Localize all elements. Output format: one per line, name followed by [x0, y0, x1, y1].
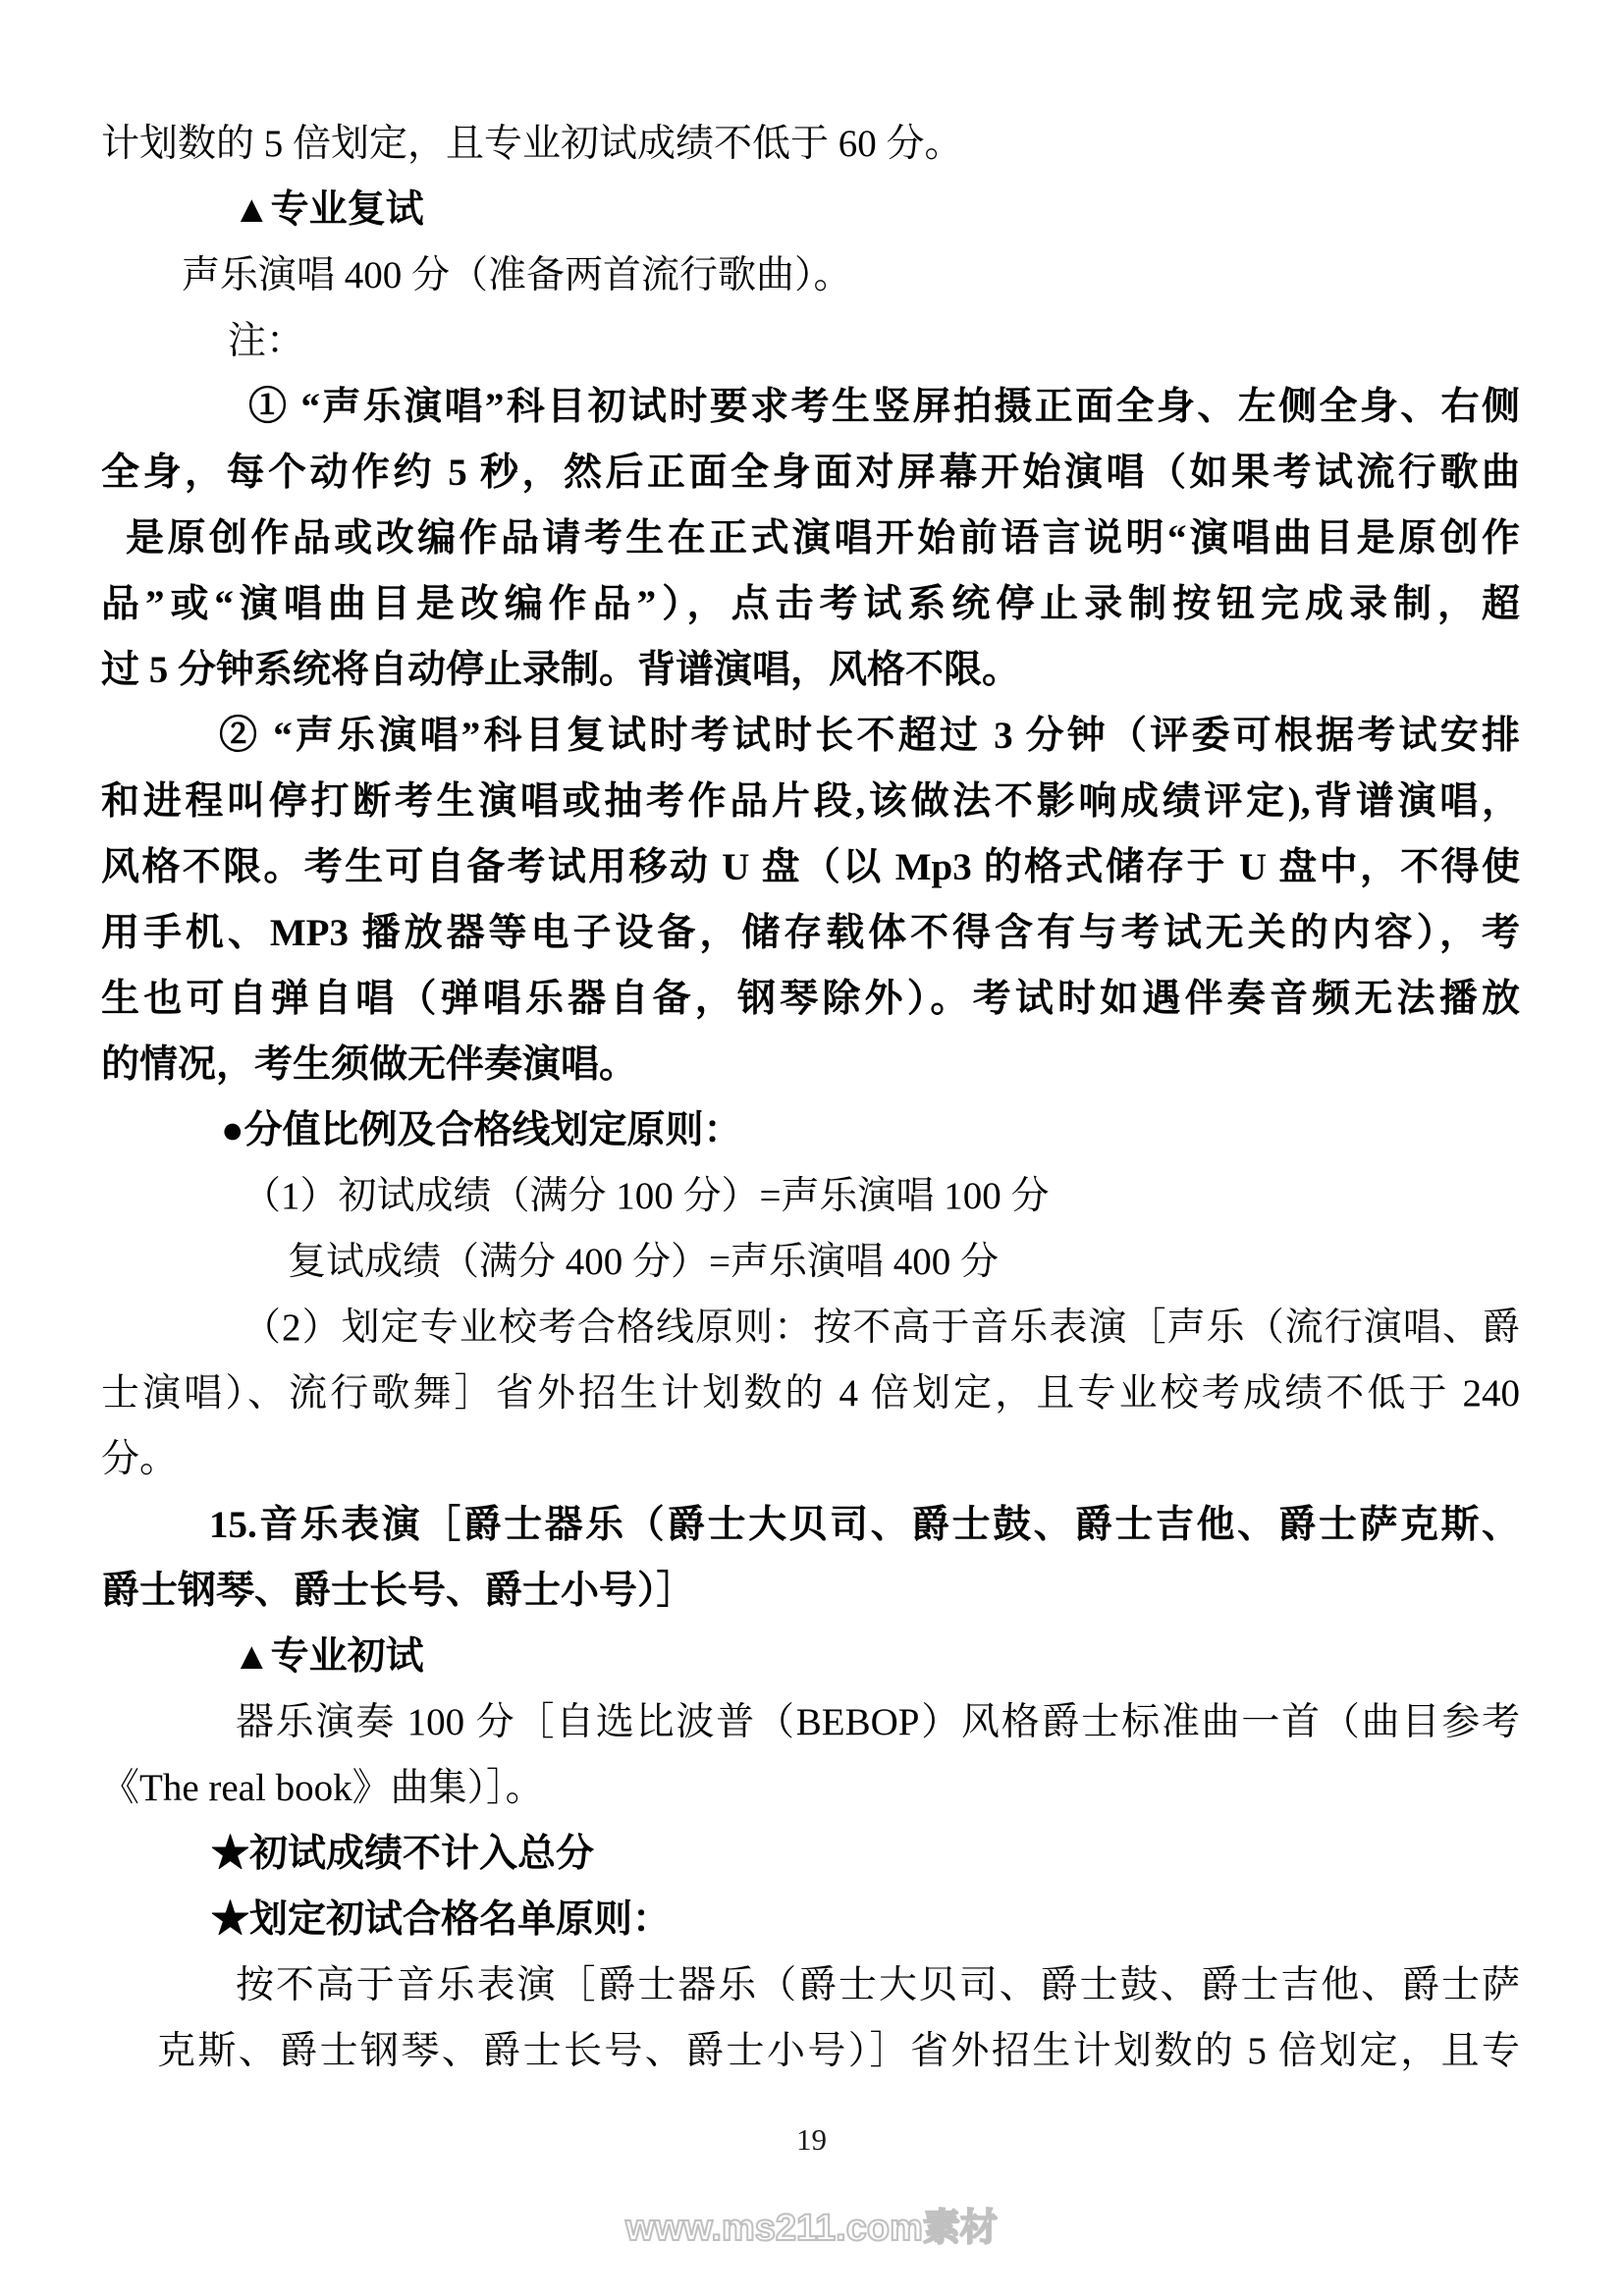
- document-body: [101, 111, 1520, 2084]
- text-line-25: 器乐演奏 100 分［自选比波普（BEBOP）风格爵士标准曲一首（曲目参考: [236, 1701, 1520, 1743]
- text-line-4: 注：: [228, 320, 305, 362]
- text-line-1: 计划数的 5 倍划定，且专业初试成绩不低于 60 分。: [101, 123, 963, 165]
- text-line-26: 《The real book》曲集）］。: [101, 1767, 544, 1809]
- text-line-22: 15.音乐表演［爵士器乐（爵士大贝司、爵士鼓、爵士吉他、爵士萨克斯、: [209, 1504, 1520, 1546]
- text-line-21: 分。: [101, 1438, 179, 1480]
- text-line-8: 品”或“演唱曲目是改编作品”），点击考试系统停止录制按钮完成录制，超: [101, 583, 1520, 625]
- text-line-5: ① “声乐演唱”科目初试时要求考生竖屏拍摄正面全身、左侧全身、右侧: [248, 386, 1520, 428]
- text-line-15: 的情况，考生须做无伴奏演唱。: [101, 1043, 638, 1086]
- text-line-10: ② “声乐演唱”科目复试时考试时长不超过 3 分钟（评委可根据考试安排: [219, 715, 1520, 757]
- text-line-24: ▲专业初试: [233, 1635, 424, 1678]
- text-line-9: 过 5 分钟系统将自动停止录制。背谱演唱，风格不限。: [101, 649, 1021, 691]
- text-line-28: ★划定初试合格名单原则：: [211, 1898, 672, 1941]
- text-line-3: 声乐演唱 400 分（准备两首流行歌曲）。: [182, 254, 852, 296]
- text-line-23: 爵士钢琴、爵士长号、爵士小号）］: [101, 1570, 695, 1612]
- text-line-6: 全身，每个动作约 5 秒，然后正面全身面对屏幕开始演唱（如果考试流行歌曲: [101, 452, 1520, 494]
- text-line-19: （2）划定专业校考合格线原则：按不高于音乐表演［声乐（流行演唱、爵: [243, 1307, 1520, 1349]
- text-line-12: 风格不限。考生可自备考试用移动 U 盘（以 Mp3 的格式储存于 U 盘中，不得使: [101, 846, 1520, 888]
- text-line-18: 复试成绩（满分 400 分）=声乐演唱 400 分: [288, 1241, 999, 1283]
- text-line-14: 生也可自弹自唱（弹唱乐器自备，钢琴除外）。考试时如遇伴奏音频无法播放: [101, 978, 1520, 1020]
- text-line-29: 按不高于音乐表演［爵士器乐（爵士大贝司、爵士鼓、爵士吉他、爵士萨: [236, 1964, 1520, 2006]
- text-line-7: 是原创作品或改编作品请考生在正式演唱开始前语言说明“演唱曲目是原创作: [126, 517, 1520, 560]
- page-number: 19: [796, 2122, 827, 2157]
- text-line-20: 士演唱）、流行歌舞］省外招生计划数的 4 倍划定，且专业校考成绩不低于 240: [101, 1372, 1520, 1415]
- text-line-2: ▲专业复试: [233, 188, 424, 231]
- text-line-17: （1）初试成绩（满分 100 分）=声乐演唱 100 分: [243, 1175, 1050, 1217]
- text-line-30: 克斯、爵士钢琴、爵士长号、爵士小号）］省外招生计划数的 5 倍划定，且专: [157, 2030, 1520, 2072]
- text-line-11: 和进程叫停打断考生演唱或抽考作品片段,该做法不影响成绩评定),背谱演唱，: [101, 780, 1520, 823]
- text-line-27: ★初试成绩不计入总分: [211, 1833, 595, 1875]
- watermark: www.ms211.com素材: [625, 2208, 998, 2249]
- text-line-16: ●分值比例及合格线划定原则：: [221, 1109, 742, 1151]
- text-line-13: 用手机、MP3 播放器等电子设备，储存载体不得含有与考试无关的内容），考: [101, 912, 1520, 954]
